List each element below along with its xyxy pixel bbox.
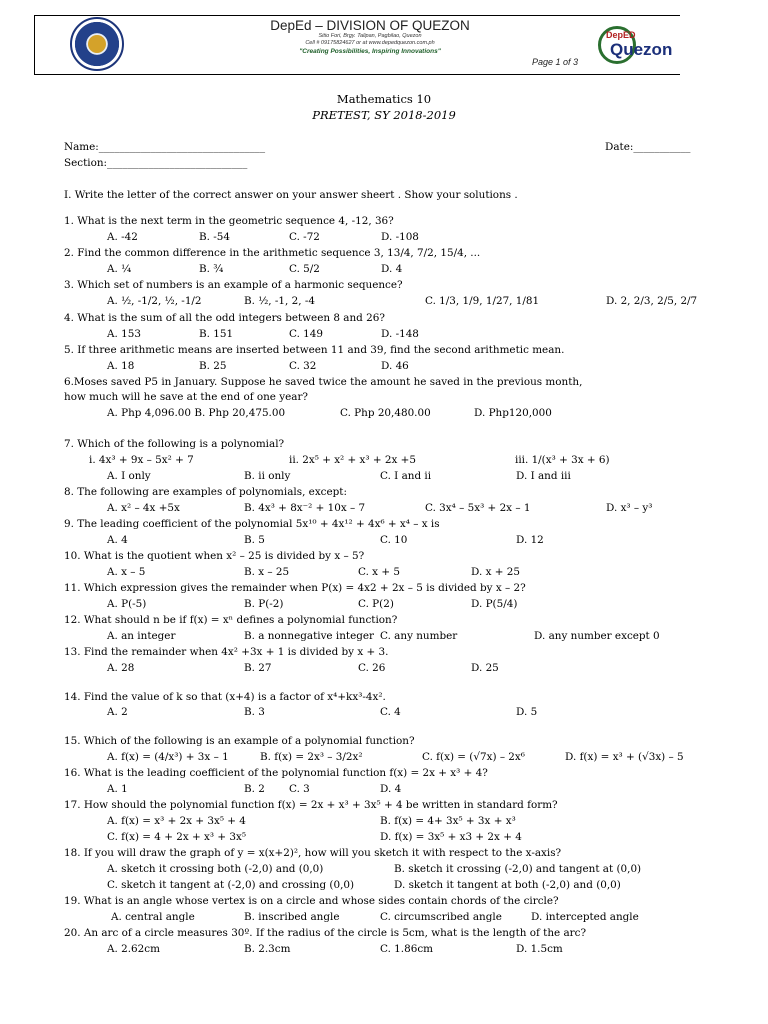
answer-choice: A. 2: [107, 706, 128, 718]
answer-choice: iii. 1/(x³ + 3x + 6): [515, 454, 610, 466]
answer-choice: A. 2.62cm: [107, 943, 160, 955]
question-text: 6.Moses saved P5 in January. Suppose he saved twice the amount he saved in the previous month,: [64, 376, 583, 388]
answer-choice: B. 3: [244, 706, 265, 718]
answer-choice: D. f(x) = x³ + (√3x) – 5: [565, 751, 684, 763]
answer-choice: C. 32: [289, 360, 317, 372]
question-text: 14. Find the value of k so that (x+4) is a factor of x⁴+kx³-4x².: [64, 691, 386, 703]
deped-seal-icon: [70, 17, 124, 71]
answer-choice: B. ½, -1, 2, -4: [244, 295, 315, 307]
answer-choice: B. f(x) = 2x³ – 3/2x²: [260, 751, 363, 763]
answer-choice: C. 3: [289, 783, 310, 795]
question-text: 17. How should the polynomial function f(x) = 2x + x³ + 3x⁵ + 4 be written in standard form?: [64, 799, 558, 811]
answer-choice: D. 12: [516, 534, 544, 546]
question-text: 11. Which expression gives the remainder when P(x) = 4x2 + 2x – 5 is divided by x – 2?: [64, 582, 526, 594]
page-number: Page 1 of 3: [532, 57, 579, 67]
answer-choice: B. P(-2): [244, 598, 284, 610]
quezon-logo-icon: [596, 22, 676, 68]
answer-choice: D. sketch it tangent at both (-2,0) and (0,0): [394, 879, 621, 891]
answer-choice: A. I only: [107, 470, 151, 482]
answer-choice: B. 5: [244, 534, 265, 546]
answer-choice: C. P(2): [358, 598, 394, 610]
answer-choice: C. Php 20,480.00: [340, 407, 431, 419]
answer-choice: A. sketch it crossing both (-2,0) and (0,0): [107, 863, 324, 875]
question-text: 10. What is the quotient when x² – 25 is divided by x – 5?: [64, 550, 365, 562]
answer-choice: C. 4: [380, 706, 401, 718]
answer-choice: D. x³ – y³: [606, 502, 653, 514]
answer-choice: A. f(x) = (4/x³) + 3x – 1: [107, 751, 229, 763]
answer-choice: C. 26: [358, 662, 386, 674]
answer-choice: A. 153: [107, 328, 141, 340]
answer-choice: D. 25: [471, 662, 499, 674]
question-text: 16. What is the leading coefficient of the polynomial function f(x) = 2x + x³ + 4?: [64, 767, 488, 779]
answer-choice: B. ¾: [199, 263, 224, 275]
answer-choice: D. intercepted angle: [531, 911, 639, 923]
answer-choice: A. ½, -1/2, ½, -1/2: [107, 295, 202, 307]
answer-choice: D. 5: [516, 706, 538, 718]
document-title: Mathematics 10: [336, 92, 432, 106]
question-text: 1. What is the next term in the geometric sequence 4, -12, 36?: [64, 215, 394, 227]
answer-choice: D. 2, 2/3, 2/5, 2/7: [606, 295, 698, 307]
answer-choice: B. 2.3cm: [244, 943, 291, 955]
answer-choice: C. 1.86cm: [380, 943, 433, 955]
answer-choice: C. circumscribed angle: [380, 911, 502, 923]
answer-choice: D. -148: [381, 328, 419, 340]
answer-choice: C. f(x) = (√7x) – 2x⁶: [422, 751, 525, 763]
letterhead-text: [200, 18, 540, 56]
answer-choice: C. I and ii: [380, 470, 432, 482]
answer-choice: D. 4: [380, 783, 402, 795]
answer-choice: D. P(5/4): [471, 598, 518, 610]
answer-choice: C. 149: [289, 328, 324, 340]
answer-choice: D. 4: [381, 263, 403, 275]
answer-choice: D. any number except 0: [534, 630, 660, 642]
org-tagline: "Creating Possibilities, Inspiring Innovations": [299, 48, 441, 55]
question-text: 15. Which of the following is an example of a polynomial function?: [64, 735, 415, 747]
answer-choice: A. 28: [107, 662, 135, 674]
answer-choice: B. a nonnegative integer: [244, 630, 374, 642]
org-name: DepEd – DIVISION OF QUEZON: [270, 18, 470, 33]
answer-choice: B. 151: [199, 328, 234, 340]
question-text: 2. Find the common difference in the arithmetic sequence 3, 13/4, 7/2, 15/4, ...: [64, 247, 481, 259]
answer-choice: C. f(x) = 4 + 2x + x³ + 3x⁵: [107, 831, 246, 843]
question-text: 18. If you will draw the graph of y = x(x+2)², how will you sketch it with respect to the x-axis?: [64, 847, 562, 859]
answer-choice: A. central angle: [111, 911, 195, 923]
answer-choice: B. sketch it crossing (-2,0) and tangent at (0,0): [394, 863, 642, 875]
question-text: 9. The leading coefficient of the polynomial 5x¹⁰ + 4x¹² + 4x⁶ + x⁴ – x is: [64, 518, 440, 530]
answer-choice: D. -108: [381, 231, 419, 243]
answer-choice: D. Php120,000: [474, 407, 552, 419]
instruction-text: I. Write the letter of the correct answer on your answer sheert . Show your solutions .: [64, 189, 518, 201]
answer-choice: B. 27: [244, 662, 272, 674]
document-subtitle: PRETEST, SY 2018-2019: [312, 108, 456, 122]
question-text: 19. What is an angle whose vertex is on a circle and whose sides contain chords of the circle?: [64, 895, 559, 907]
answer-choice: A. ¼: [107, 263, 132, 275]
question-text: 8. The following are examples of polynomials, except:: [64, 486, 347, 498]
answer-choice: A. 1: [107, 783, 128, 795]
answer-choice: C. any number: [380, 630, 458, 642]
logo-top-text: DepED: [606, 30, 636, 40]
date-field: Date:___________: [605, 141, 691, 153]
question-text: 12. What should n be if f(x) = xⁿ defines a polynomial function?: [64, 614, 398, 626]
answer-choice: B. 25: [199, 360, 227, 372]
answer-choice: A. x² – 4x +5x: [107, 502, 180, 514]
answer-choice: C. 3x⁴ – 5x³ + 2x – 1: [425, 502, 531, 514]
answer-choice: B. x – 25: [244, 566, 290, 578]
answer-choice: A. P(-5): [107, 598, 147, 610]
answer-choice: D. I and iii: [516, 470, 571, 482]
answer-choice: B. f(x) = 4+ 3x⁵ + 3x + x³: [380, 815, 516, 827]
answer-choice: A. x – 5: [107, 566, 146, 578]
question-text: i. 4x³ + 9x – 5x² + 7: [89, 454, 194, 466]
question-text: 13. Find the remainder when 4x² +3x + 1 is divided by x + 3.: [64, 646, 389, 658]
answer-choice: D. 1.5cm: [516, 943, 563, 955]
answer-choice: C. sketch it tangent at (-2,0) and crossing (0,0): [107, 879, 355, 891]
org-address: Sitio Fori, Brgy. Talipan, Pagbilao, Quezon: [318, 33, 422, 39]
answer-choice: D. 46: [381, 360, 409, 372]
answer-choice: A. Php 4,096.00 B. Php 20,475.00: [107, 407, 286, 419]
question-text: how much will he save at the end of one year?: [64, 391, 309, 403]
question-text: 4. What is the sum of all the odd integers between 8 and 26?: [64, 312, 385, 324]
answer-choice: C. 10: [380, 534, 408, 546]
answer-choice: C. 5/2: [289, 263, 320, 275]
answer-choice: B. 2: [244, 783, 265, 795]
logo-bottom-text: Quezon: [610, 40, 673, 59]
answer-choice: C. 1/3, 1/9, 1/27, 1/81: [425, 295, 540, 307]
answer-choice: D. f(x) = 3x⁵ + x3 + 2x + 4: [380, 831, 522, 843]
answer-choice: B. ii only: [244, 470, 291, 482]
answer-choice: A. 4: [107, 534, 128, 546]
answer-choice: B. 4x³ + 8x⁻² + 10x – 7: [244, 502, 366, 514]
answer-choice: ii. 2x⁵ + x² + x³ + 2x +5: [289, 454, 416, 466]
question-text: 20. An arc of a circle measures 30º. If the radius of the circle is 5cm, what is the length of the arc?: [64, 927, 587, 939]
answer-choice: A. 18: [107, 360, 135, 372]
answer-choice: C. x + 5: [358, 566, 400, 578]
answer-choice: B. -54: [199, 231, 230, 243]
answer-choice: A. an integer: [107, 630, 176, 642]
answer-choice: A. -42: [107, 231, 138, 243]
question-text: 5. If three arithmetic means are inserted between 11 and 39, find the second arithmetic mean.: [64, 344, 565, 356]
question-text: 7. Which of the following is a polynomial?: [64, 438, 285, 450]
answer-choice: D. x + 25: [471, 566, 520, 578]
answer-choice: A. f(x) = x³ + 2x + 3x⁵ + 4: [107, 815, 246, 827]
answer-choice: B. inscribed angle: [244, 911, 340, 923]
question-text: 3. Which set of numbers is an example of a harmonic sequence?: [64, 279, 403, 291]
answer-choice: C. -72: [289, 231, 320, 243]
section-field: Section:___________________________: [64, 157, 248, 169]
name-field: Name:________________________________: [64, 141, 266, 153]
org-contact: Cell # 09175824627 or at www.depedquezon.com.ph: [305, 40, 435, 46]
